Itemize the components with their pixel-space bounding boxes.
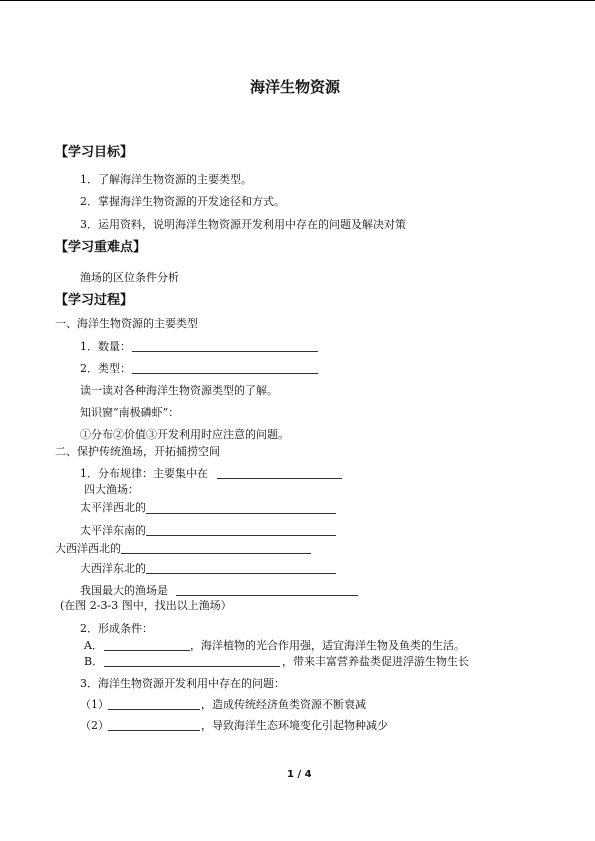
condition-a-label: A． [84,639,103,652]
key-points-heading: 【学习重难点】 [55,240,147,255]
process-heading: 【学习过程】 [55,293,134,308]
four-fisheries-label: 四大渔场： [84,483,139,496]
goals-heading: 【学习目标】 [55,145,134,160]
type-label: 2．类型： [80,362,131,375]
goal-item: 1．了解海洋生物资源的主要类型。 [80,173,252,186]
distribution-blank[interactable] [217,478,342,479]
problems-label: 3．海洋生物资源开发利用中存在的问题： [80,677,285,690]
problem-2-text: ，导致海洋生态环境变化引起物种减少 [201,719,388,732]
condition-b-label: B． [84,655,104,668]
page-number: 1 / 4 [287,769,312,780]
fishery-blank[interactable] [146,573,336,574]
conditions-label: 2．形成条件： [80,622,153,635]
quantity-label: 1．数量： [80,340,131,353]
problem-2-label: （2） [80,719,109,732]
fishery-blank[interactable] [121,553,311,554]
quantity-blank[interactable] [132,351,318,352]
fishery-blank[interactable] [146,535,336,536]
knowledge-window: 知识窗“南极磷虾”： [80,406,180,419]
part2-title: 二、保护传统渔场，开拓捕捞空间 [55,445,220,458]
condition-b-blank[interactable] [104,666,280,667]
fishery-label: 太平洋东南的 [80,524,146,537]
fishery-blank[interactable] [146,513,336,514]
knowledge-points: ①分布②价值③开发利用时应注意的问题。 [80,428,289,441]
figure-note: (在图 2-3-3 图中，找出以上渔场） [60,599,232,612]
read-prompt: 读一读对各种海洋生物资源类型的了解。 [80,384,278,397]
condition-a-text: ，海洋植物的光合作用强，适宜海洋生物及鱼类的生活。 [190,639,465,652]
china-fishery-label: 我国最大的渔场是 [80,584,168,597]
distribution-rule: 1．分布规律：主要集中在 [80,467,208,480]
goal-item: 2．掌握海洋生物资源的开发途径和方式。 [80,195,285,208]
page-title: 海洋生物资源 [250,78,341,96]
problem-1-label: （1） [80,698,109,711]
fishery-label: 大西洋东北的 [80,562,146,575]
part1-title: 一、海洋生物资源的主要类型 [55,317,198,330]
fishery-label: 大西洋西北的 [55,542,121,555]
problem-1-blank[interactable] [108,709,200,710]
fishery-label: 太平洋西北的 [80,501,146,514]
problem-1-text: ，造成传统经济鱼类资源不断衰减 [201,698,366,711]
type-blank[interactable] [132,373,318,374]
goal-item: 3．运用资料，说明海洋生物资源开发利用中存在的问题及解决对策 [80,218,406,231]
condition-b-text: ，带来丰富营养盐类促进浮游生物生长 [282,655,469,668]
key-points-text: 渔场的区位条件分析 [80,271,179,284]
china-fishery-blank[interactable] [176,595,358,596]
page-top-border [0,0,595,1]
problem-2-blank[interactable] [108,730,200,731]
condition-a-blank[interactable] [104,650,190,651]
